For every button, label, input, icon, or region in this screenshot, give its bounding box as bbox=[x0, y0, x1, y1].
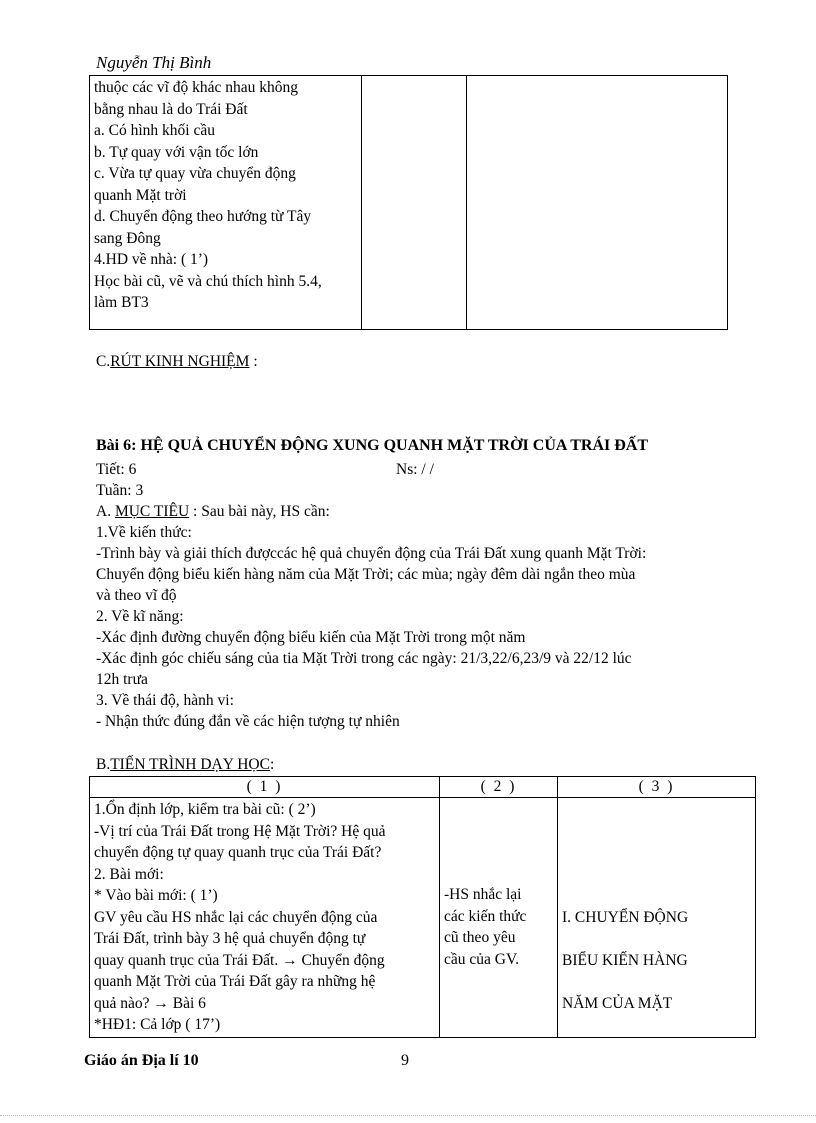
text-line: 12h trưa bbox=[96, 671, 148, 688]
text-line: bằng nhau là do Trái Đất bbox=[94, 100, 248, 118]
section-b-heading: B.TIẾN TRÌNH DẠY HỌC: bbox=[96, 756, 275, 773]
text-line: I. CHUYỂN ĐỘNG bbox=[562, 909, 689, 926]
text-line: cũ theo yêu bbox=[444, 929, 516, 946]
ns-label: Ns: / / bbox=[396, 461, 434, 478]
text-line: 2. Bài mới: bbox=[94, 865, 164, 883]
top-table-col3 bbox=[467, 76, 728, 330]
text-line: 2. Về kĩ năng: bbox=[96, 608, 184, 625]
text-line: 1.Ổn định lớp, kiểm tra bài cũ: ( 2’) bbox=[94, 801, 316, 818]
text-line: -HS nhắc lại bbox=[444, 886, 522, 903]
body-col1 bbox=[90, 798, 440, 1038]
body-col1-text bbox=[90, 798, 439, 1037]
author-name: Nguyễn Thị Bình bbox=[96, 53, 212, 72]
lesson-title: Bài 6: HỆ QUẢ CHUYỂN ĐỘNG XUNG QUANH MẶT TRỜI CỦA TRÁI ĐẤT bbox=[96, 437, 649, 454]
teaching-table bbox=[89, 776, 756, 1038]
text-line: Học bài cũ, vẽ và chú thích hình 5.4, bbox=[94, 272, 322, 290]
text-line: làm BT3 bbox=[94, 294, 149, 311]
text-line: BIỂU KIẾN HÀNG bbox=[562, 952, 688, 969]
top-table-col2 bbox=[362, 76, 467, 330]
text-line: Chuyển động biểu kiến hàng năm của Mặt Trời; các mùa; ngày đêm dài ngắn theo mùa bbox=[96, 566, 636, 583]
text-line: 1.Về kiến thức: bbox=[96, 524, 192, 541]
top-col1-text bbox=[90, 76, 361, 315]
tuan-label: Tuần: 3 bbox=[96, 482, 144, 499]
lesson-objectives bbox=[96, 522, 646, 732]
text-line: các kiến thức bbox=[444, 907, 527, 925]
text-line: -Vị trí của Trái Đất trong Hệ Mặt Trời? Hệ quả bbox=[94, 822, 386, 840]
top-table bbox=[89, 75, 728, 330]
text-line: b. Tự quay với vận tốc lớn bbox=[94, 143, 259, 161]
body-col2-text bbox=[440, 798, 557, 971]
text-line: cầu của GV. bbox=[444, 950, 520, 968]
text-line: *HĐ1: Cả lớp ( 17’) bbox=[94, 1016, 221, 1033]
text-line: Trái Đất, trình bày 3 hệ quả chuyển động tự bbox=[94, 930, 366, 947]
body-col3 bbox=[558, 798, 756, 1038]
text-line: quả nào? → Bài 6 bbox=[94, 994, 206, 1012]
footer-title: Giáo án Địa lí 10 bbox=[84, 1052, 199, 1069]
text-line: * Vào bài mới: ( 1’) bbox=[94, 887, 218, 904]
text-line: GV yêu cầu HS nhắc lại các chuyển động của bbox=[94, 908, 378, 926]
text-line: 4.HD về nhà: ( 1’) bbox=[94, 251, 209, 268]
muc-tieu-label: MỤC TIÊU bbox=[114, 503, 190, 520]
text-line: quanh Mặt trời bbox=[94, 186, 187, 204]
text-line: và theo vĩ độ bbox=[96, 587, 177, 604]
page-number: 9 bbox=[401, 1052, 409, 1069]
section-b-label: TIẾN TRÌNH DẠY HỌC bbox=[110, 756, 270, 773]
section-c-heading: C.RÚT KINH NGHIỆM : bbox=[96, 353, 258, 370]
text-line: sang Đông bbox=[94, 229, 161, 247]
header-col1: ( 1 ) bbox=[90, 777, 440, 798]
text-line: -Trình bày và giải thích đượccác hệ quả chuyển động của Trái Đất xung quanh Mặt Trời: bbox=[96, 545, 647, 562]
text-line: thuộc các vĩ độ khác nhau không bbox=[94, 79, 299, 96]
muc-tieu-heading: A. MỤC TIÊU : Sau bài này, HS cần: bbox=[96, 503, 330, 520]
text-line: quay quanh trục của Trái Đất. → Chuyển động bbox=[94, 951, 385, 969]
text-line: chuyển động tự quay quanh trục của Trái Đất? bbox=[94, 844, 382, 861]
text-line: NĂM CỦA MẶT bbox=[562, 995, 673, 1012]
top-table-col1 bbox=[90, 76, 362, 330]
text-line: -Xác định góc chiếu sáng của tia Mặt Trời trong các ngày: 21/3,22/6,23/9 và 22/12 lúc bbox=[96, 650, 632, 667]
text-line: - Nhận thức đúng đắn về các hiện tượng tự nhiên bbox=[96, 713, 400, 730]
text-line: 3. Về thái độ, hành vi: bbox=[96, 692, 234, 709]
header-col2: ( 2 ) bbox=[440, 777, 558, 798]
section-c-label: RÚT KINH NGHIỆM bbox=[110, 353, 250, 370]
body-col2 bbox=[440, 798, 558, 1038]
page-divider bbox=[0, 1115, 816, 1116]
text-line: -Xác định đường chuyển động biểu kiến của Mặt Trời trong một năm bbox=[96, 629, 526, 646]
text-line: quanh Mặt Trời của Trái Đất gây ra những hệ bbox=[94, 973, 376, 990]
body-col3-text bbox=[558, 798, 755, 1026]
text-line: d. Chuyển động theo hướng từ Tây bbox=[94, 208, 312, 225]
header-col3: ( 3 ) bbox=[558, 777, 756, 798]
tiet-label: Tiết: 6 bbox=[96, 461, 137, 478]
text-line: c. Vừa tự quay vừa chuyển động bbox=[94, 165, 296, 182]
text-line: a. Có hình khối cầu bbox=[94, 122, 215, 139]
